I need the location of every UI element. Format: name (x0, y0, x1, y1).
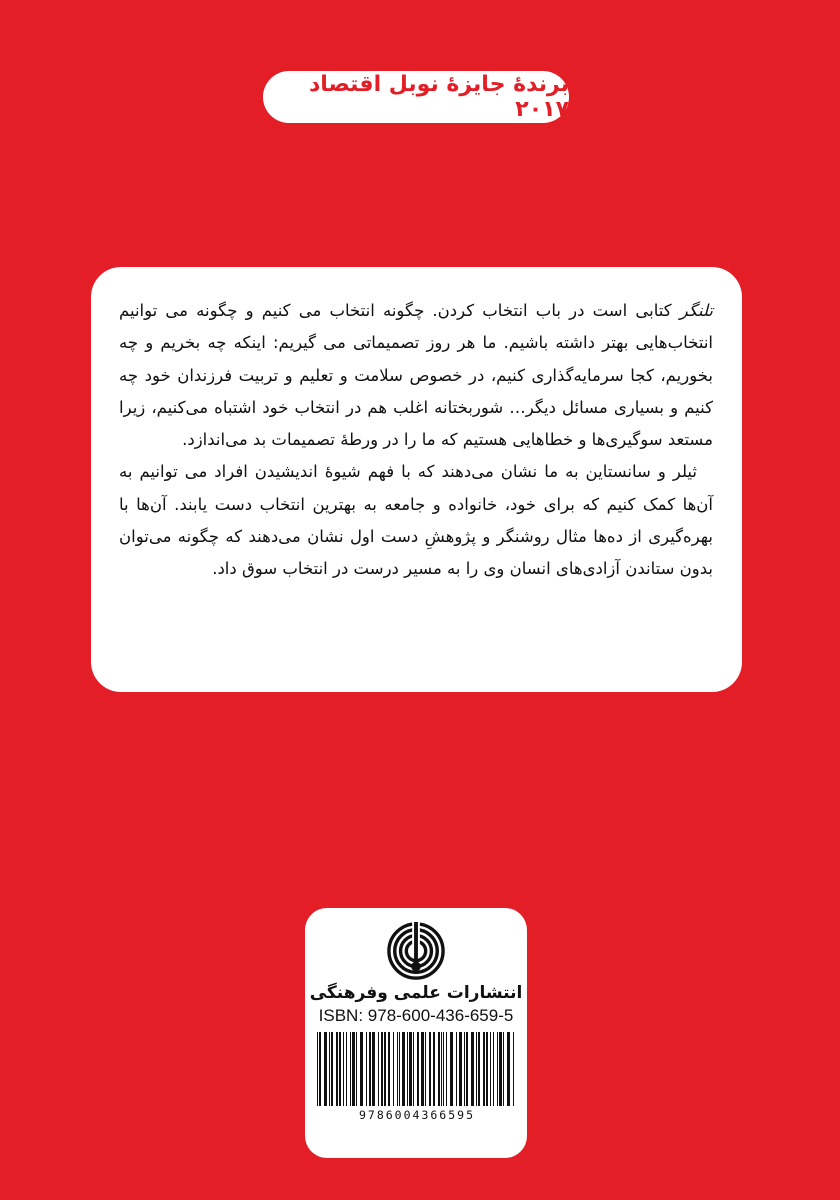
description-paragraph-1-text: کتابی است در باب انتخاب کردن. چگونه انتخاب می کنیم و چگونه می توانیم انتخاب‌هایی بهتر داشته باشیم. ما هر روز تصمیماتی می گیریم: اینکه چه بخریم و چه بخوریم، کجا سرمایه‌گذاری کنیم، در خصوص سلامت و تعلیم و تربیت فرزندان خود چه کنیم و بسیاری مسائل دیگر… شوربختانه اغلب هم در انتخاب خود اشتباه می‌کنیم، زیرا مستعد سوگیری‌ها و خطاهایی هستیم که ما را در ورطهٔ تصمیمات بد می‌اندازد. (119, 301, 713, 450)
barcode-bar (433, 1032, 435, 1106)
barcode-bar (402, 1032, 405, 1106)
barcode-bar (486, 1032, 488, 1106)
barcode-bar (478, 1032, 480, 1106)
barcode-bar (336, 1032, 338, 1106)
barcode-bar (339, 1032, 341, 1106)
isbn-text: ISBN: 978-600-436-659-5 (318, 1006, 514, 1025)
barcode-bar (471, 1032, 474, 1106)
barcode-bar (493, 1032, 494, 1106)
barcode-bar (499, 1032, 502, 1106)
barcode-bar (443, 1032, 444, 1106)
barcode-bar (476, 1032, 477, 1106)
barcode-bar (388, 1032, 390, 1106)
barcode-bar (369, 1032, 371, 1106)
barcode-bar (346, 1032, 347, 1106)
barcode-bar (317, 1032, 318, 1106)
barcode-bar (366, 1032, 367, 1106)
publisher-name: انتشارات علمی وفرهنگی (309, 983, 523, 1003)
barcode-bar (329, 1032, 330, 1106)
barcode (315, 1032, 519, 1106)
award-badge (263, 71, 569, 123)
barcode-bar (417, 1032, 419, 1106)
barcode-bar (425, 1032, 426, 1106)
barcode-bar (507, 1032, 510, 1106)
barcode-bar (393, 1032, 394, 1106)
book-description-box (91, 267, 742, 692)
barcode-bar (441, 1032, 442, 1106)
barcode-bar (429, 1032, 431, 1106)
barcode-bar (438, 1032, 440, 1106)
barcode-bar (324, 1032, 327, 1106)
barcode-bar (421, 1032, 424, 1106)
barcode-bar (503, 1032, 504, 1106)
barcode-bar (397, 1032, 398, 1106)
award-badge-text: برندهٔ جایزهٔ نوبل اقتصاد ۲۰۱۷ (308, 72, 569, 122)
barcode-bar (384, 1032, 386, 1106)
barcode-bar (331, 1032, 333, 1106)
barcode-bar (352, 1032, 355, 1106)
barcode-bar (350, 1032, 351, 1106)
barcode-bar (407, 1032, 408, 1106)
barcode-bar (399, 1032, 400, 1106)
barcode-bar (360, 1032, 363, 1106)
barcode-bar (446, 1032, 447, 1106)
barcode-bar (381, 1032, 383, 1106)
barcode-bar (513, 1032, 514, 1106)
publisher-box (305, 908, 527, 1158)
barcode-bar (413, 1032, 414, 1106)
barcode-bar (378, 1032, 379, 1106)
barcode-digits: 9786004366595 (358, 1108, 475, 1122)
barcode-bar (319, 1032, 321, 1106)
publisher-logo-icon (387, 922, 445, 980)
barcode-bar (343, 1032, 344, 1106)
barcode-bar (464, 1032, 465, 1106)
description-paragraph-2: ثیلر و سانستاین به ما نشان می‌دهند که با فهم شیوهٔ اندیشیدن افراد می توانیم به آن‌ها کمک کنیم که برای خود، خانواده و جامعه به بهترین انتخاب دست یابند. آن‌ها با بهره‌گیری از ده‌ها مثال روشنگر و پژوهشِ دست اول نشان می‌دهند که چگونه می‌توان بدون ستاندن آزادی‌های انسان وی را به مسیر درست در انتخاب سوق داد. (119, 462, 713, 579)
barcode-bar (450, 1032, 453, 1106)
barcode-bar (459, 1032, 462, 1106)
barcode-bar (490, 1032, 491, 1106)
barcode-bar (466, 1032, 468, 1106)
barcode-bar (409, 1032, 412, 1106)
barcode-bar (456, 1032, 457, 1106)
barcode-bar (483, 1032, 485, 1106)
barcode-bar (497, 1032, 498, 1106)
book-title: تلنگر (679, 301, 713, 320)
barcode-bar (372, 1032, 375, 1106)
description-paragraph-1 (119, 295, 713, 456)
barcode-bar (356, 1032, 357, 1106)
